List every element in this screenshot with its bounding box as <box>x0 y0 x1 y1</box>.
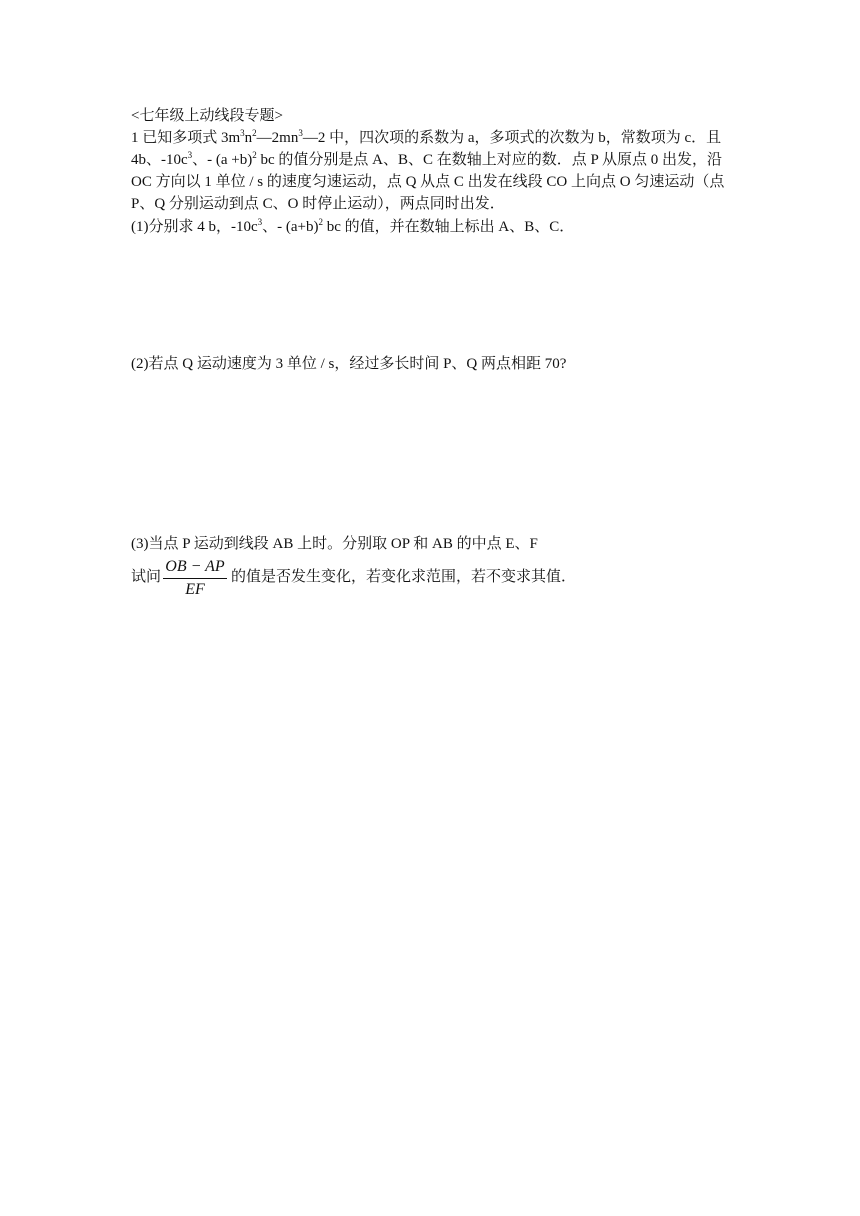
exponent: 3 <box>298 128 303 138</box>
exponent: 3 <box>257 217 263 227</box>
question-part-3-suffix: 的值是否发生变化，若变化求范围，若不变求其值． <box>231 569 577 585</box>
fraction-denominator: EF <box>185 581 205 598</box>
exponent: 3 <box>187 150 193 160</box>
exponent: 3 <box>240 128 245 138</box>
text-segment: n <box>244 130 253 146</box>
question-part-3-prefix: 试问 <box>131 569 162 585</box>
text-segment: bc 的值，并在数轴上标出 A、B、C． <box>323 219 575 235</box>
text-segment: 、- (a +b) <box>192 152 253 168</box>
question-part-3-line-1: (3)当点 P 运动到线段 AB 上时。分别取 OP 和 AB 的中点 E、F <box>131 536 538 552</box>
fraction-expression <box>162 557 228 601</box>
exponent: 2 <box>252 128 257 138</box>
problem-statement-line-3: OC 方向以 1 单位 / s 的速度匀速运动，点 Q 从点 C 出发在线段 CO 上向点 O 匀速运动（点 <box>131 174 725 190</box>
fraction-numerator: OB − AP <box>165 558 225 575</box>
topic-heading: <七年级上动线段专题> <box>131 108 283 124</box>
question-part-2: (2)若点 Q 运动速度为 3 单位 / s，经过多长时间 P、Q 两点相距 70? <box>131 356 567 372</box>
text-segment: 1 已知多项式 3m <box>131 130 241 146</box>
exponent: 2 <box>318 217 324 227</box>
problem-statement-line-2 <box>131 149 722 171</box>
text-segment: 、- (a+b) <box>262 219 319 235</box>
exponent: 2 <box>252 150 257 160</box>
text-segment: bc 的值分别是点 A、B、C 在数轴上对应的数．点 P 从原点 0 出发，沿 <box>256 152 723 168</box>
text-segment: (1)分别求 4 b，-10c <box>131 219 258 235</box>
text-segment: —2 中，四次项的系数为 a，多项式的次数为 b，常数项为 c．且 <box>302 130 722 146</box>
text-segment: 4b、-10c <box>131 152 188 168</box>
problem-statement-line-4: P、Q 分别运动到点 C、O 时停止运动），两点同时出发． <box>131 196 505 212</box>
problem-statement-line-1 <box>131 127 721 149</box>
question-part-1 <box>131 216 574 238</box>
text-segment: —2mn <box>256 130 299 146</box>
